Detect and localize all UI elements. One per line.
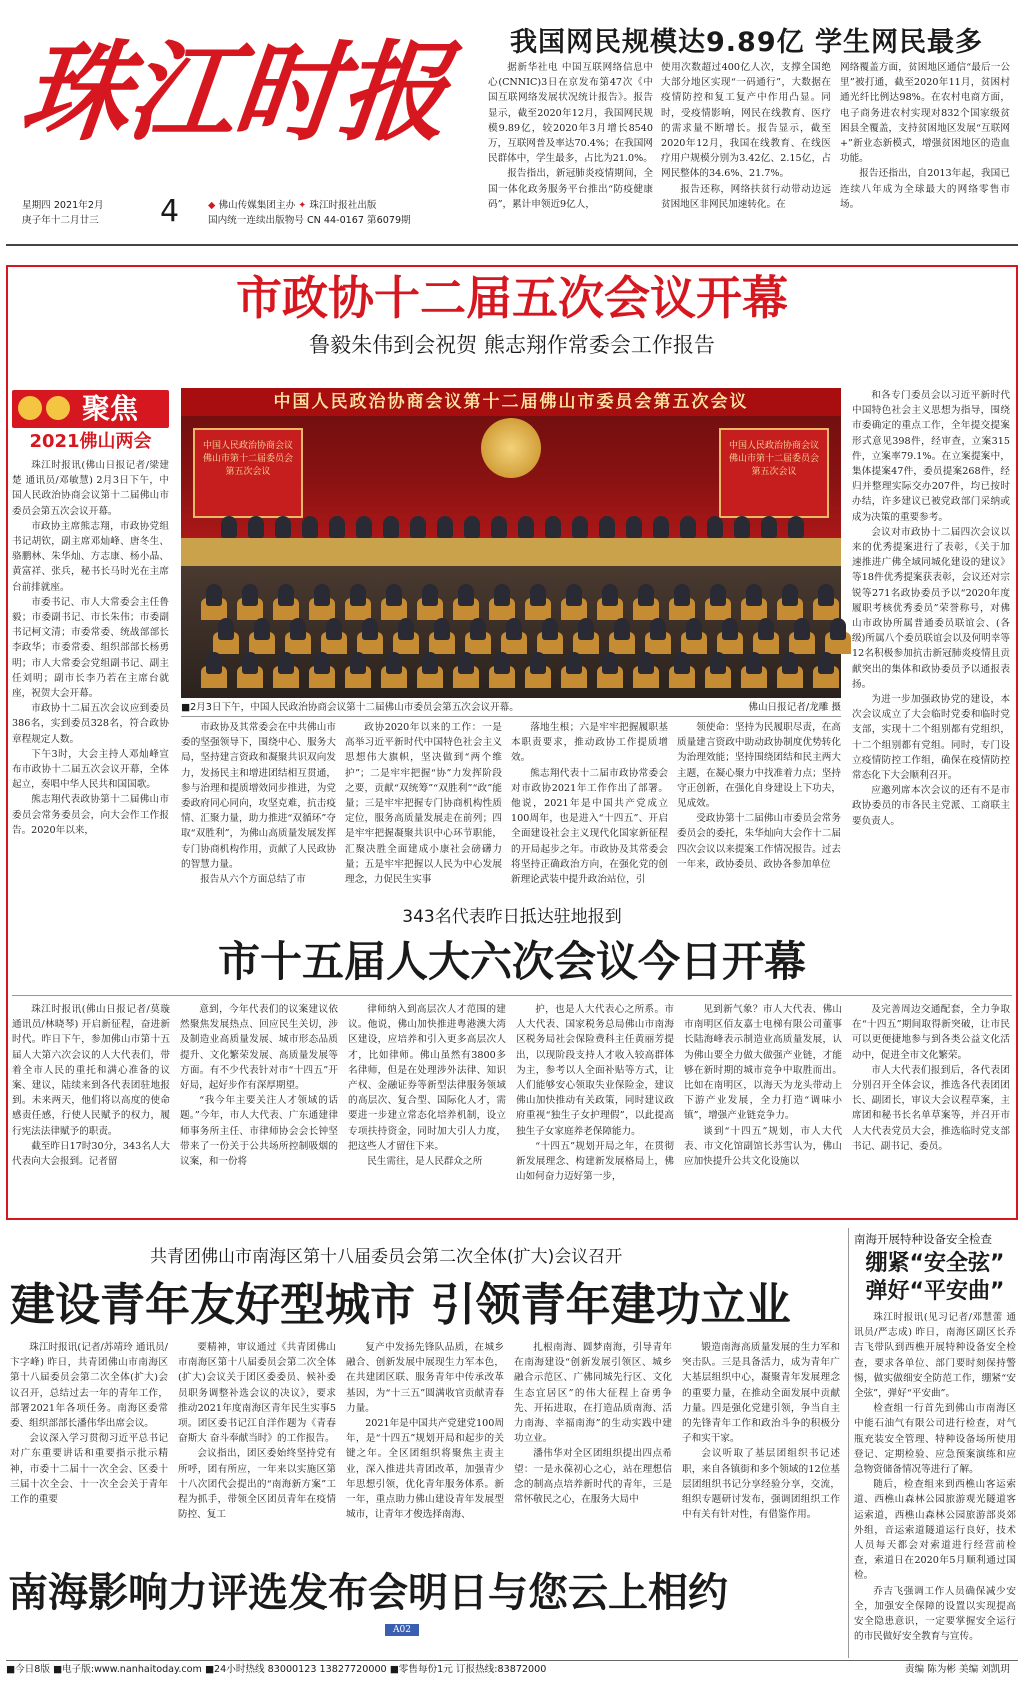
audience-member <box>722 618 738 640</box>
audience-member <box>638 652 654 674</box>
audience-member <box>470 618 486 640</box>
audience-member <box>506 618 522 640</box>
dateline-date: 星期四 2021年2月 庚子年十二月廿三 <box>22 200 104 226</box>
delegate-figure <box>545 516 561 538</box>
delegate-figure <box>302 516 318 538</box>
story-column: 见到新气象？市人大代表、佛山市南明区佰友嘉士电梯有限公司董事长陆海峰表示制造业高质量发展，认为佛山要全力做大做强产业链，才能够在新时期的城市竞争中取胜而出。比如在南明区，以海天为龙头带动上下游产业发展，全力打造“调味小镇”，增强产业链竞争力。 谈到“十四五”规划，市人大代表、市文化馆副馆长苏雪认为，佛山应加快提升公共文化设施以 <box>684 1004 842 1168</box>
story-column: 护，也是人大代表心之所系。市人大代表、国家税务总局佛山市南海区税务局社会保险费科主任黄丽芳提出，以现阶段支持人才收入较高群体为主，参考以人全面补贴等方式，让人们能够安心领取失业保险金，建议佛山加快推动有关政策，同时建议政府重视“独生子女护理假”，以此提高独生子女家庭养老保障能力。 “十四五”规划开局之年，在贯彻新发展理念、构建新发展格局上，佛山如何奋力迈好第一步， <box>516 1004 674 1183</box>
audience-member <box>566 652 582 674</box>
audience-member <box>278 652 294 674</box>
lead-headline[interactable]: 市政协十二届五次会议开幕 <box>236 271 788 325</box>
audience-member <box>314 652 330 674</box>
audience-member <box>494 584 510 606</box>
second-headline[interactable]: 市十五届人大六次会议今日开幕 <box>217 937 806 986</box>
audience-member <box>602 652 618 674</box>
audience-member <box>458 584 474 606</box>
second-divider <box>12 995 1012 996</box>
audience-member <box>566 584 582 606</box>
lead-column: 领使命：坚持为民履职尽责，在高质量建言资政中助动政协制度优势转化为治理效能；坚持围绕团结和民主两大主题，在凝心聚力中找准着力点；坚持守正创新，在强化自身建设上下功夫，见成效。 受政协第十二届佛山市委员会常务委员会的委托，朱华灿向大会作十二届四次会议以来提案工作情况报告。过去一年来，政协委员、政协各参加单位 <box>677 722 841 870</box>
story-column: 及完善周边交通配套，全力争取在“十四五”期间取得新突破，让市民可以更便捷地参与到各类公益文化活动中，促进全市文化繁荣。 市人大代表们报到后，各代表团分别召开全体会议，推选各代表团团长、副团长，审议大会议程草案，主席团和秘书长名单草案等，并召开市人大代表党员大会，推选临时党支部书记、副书记、委员。 <box>852 1004 1010 1152</box>
lead-column-right: 和各专门委员会以习近平新时代中国特色社会主义思想为指导，围绕市委确定的重点工作，全年提交提案形式意见398件，经审查，立案315件，立案率79.1%。在立案提案中，集体提案47件，委员提案268件，经归并整理实际交办207件，均已按时办结，许多建议已被党政部门采纳或成为决策的重要参考。 会议对市政协十二届四次会议以来的优秀提案进行了表彰，《关于加速推进广佛全域同城化建设的建议》等18件优秀提案获表彰，会议还对宗锐等271名政协委员予以“2020年度履职考核优秀委员”荣誉称号，对佛山市政协所属普通委员联谊会、(各级)所属八个委员联谊会以及何明幸等12名积极参加抗击新冠肺炎疫情且贡献突出的集体和政协委员予以通报表扬。 为进一步加强政协党的建设，本次会议成立了大会临时党委和临时党支部，实现十二个组别都有党组织，十二个组别都有党组。同时，专门设立疫情防控工作组，确保在疫情防控常态化下大会顺利召开。 应邀列席本次会议的还有不是市政协委员的市各民主党派、工商联主要负责人。 <box>852 390 1010 827</box>
delegate-figure <box>599 516 615 538</box>
masthead-divider <box>6 244 1018 246</box>
audience-member <box>422 652 438 674</box>
delegate-figure <box>383 516 399 538</box>
delegate-figure <box>410 516 426 538</box>
lead-column: 落地生根；六是牢牢把握履职基本职责要求，推动政协工作提质增效。 熊志翔代表十二届市政协常委会对市政协2021年工作作出了部署。他说，2021年是中国共产党成立100周年，也是进入“十四五”、开启全面建设社会主义现代化国家新征程的开局起步之年。市政协及其常委会将坚持正确政治方向，在强化党的创新理论武装中提升政治站位，引 <box>511 722 668 886</box>
story-column: 珠江时报讯(佛山日报记者/莫璇 通讯员/林晓琴) 开启新征程，奋进新时代。昨日下午，参加佛山市第十五届人大第六次会议的人大代表们，带着全市人民的重托和满心准备的议案、建议，陆续来到各代表团驻地报到。未来两天，他们将以高度的使命感责任感，行使人民赋予的权力，履行宪法法律赋予的职责。 截至昨日17时30分，343名人大代表向大会报到。记者留 <box>12 1004 170 1168</box>
audience-member <box>542 618 558 640</box>
focus-label: 聚焦 <box>82 392 139 425</box>
audience-member <box>638 584 654 606</box>
masthead-logo: 珠江时报 <box>15 30 453 156</box>
bottom-headline[interactable]: 南海影响力评选发布会明日与您云上相约 <box>8 1570 728 1616</box>
sidebar-body: 珠江时报讯(见习记者/邓慧蕾 通讯员/严志成) 昨日，南海区副区长乔吉飞带队到西樵开展特种设备安全检查，要求各单位、部门要时刻保持警惕，做实做细安全防范工作，绷紧“安全弦”，弹好“平安曲”。 检查组一行首先到佛山市南海区中能石油气有限公司进行检查，对气瓶充装安全管理、特种设备场所使用登记、定期检验、应急预案演练和应急物资储备情况等进行了解。 随后，检查组来到西樵山客运索道、西樵山森林公园旅游观光隧道客运索道，西樵山森林公园旅游部炎郊外组，音运索道隧道运行良好，技术人员每天都会对索道进行经营前检查，索道日在2020年5月顺利通过国检。 乔吉飞强调工作人员确保减少安全，加强安全保障的设置以实现提高安全隐患意识，一定要掌握安全运行的市民做好安全教育与宣传。 <box>854 1312 1016 1643</box>
delegate-figure <box>491 516 507 538</box>
audience-member <box>422 584 438 606</box>
audience-member <box>530 652 546 674</box>
audience-member <box>314 584 330 606</box>
audience-member <box>218 618 234 640</box>
audience-member <box>614 618 630 640</box>
story-column: 扎根南海、圆梦南海，引导青年在南海建设“创新发展引领区、城乡融合示范区、广佛同城先行区、文化生态宜居区”的伟大征程上奋勇争先、开拓进取，在打造品质南海、活力南海、幸福南海”的生动实践中建功立业。 潘伟华对全区团组织提出四点希望：一是永葆初心之心，站在理想信念的制高点培养新时代的青年，三是常怀敬民之心，在服务大局中 <box>514 1342 672 1506</box>
audience-member <box>242 652 258 674</box>
delegate-figure <box>734 516 750 538</box>
audience-member <box>818 652 834 674</box>
audience-member <box>674 584 690 606</box>
photo-banner: 中国人民政治协商会议第十二届佛山市委员会第五次会议 <box>181 388 841 416</box>
delegate-figure <box>464 516 480 538</box>
third-kicker: 共青团佛山市南海区第十八届委员会第二次全体(扩大)会议召开 <box>150 1247 623 1267</box>
audience-member <box>674 652 690 674</box>
audience-member <box>782 652 798 674</box>
top-story-column-3: 网络覆盖方面，贫困地区通信“最后一公里”被打通，截至2020年11月，贫困村通光纤比例达98%。在农村电商方面，电子商务进农村实现对832个国家级贫困县全覆盖，支持贫困地区发展“互联网+”新业态新模式，增强贫困地区的造血功能。 报告还指出，自2013年起，我国已连续八年成为全球最大的网络零售市场。 <box>840 62 1010 210</box>
third-headline[interactable]: 建设青年友好型城市 引领青年建功立业 <box>10 1278 791 1331</box>
audience-member <box>794 618 810 640</box>
sidebar-divider <box>848 1228 849 1658</box>
page-tag: A02 <box>385 1624 419 1636</box>
story-column: 复产中发扬先锋队品质，在城乡融合、创新发展中展现生力军本色，在共建团区联、服务青年中传承改革基因，为“十三五”圆满收官贡献青春力量。 2021年是中国共产党建党100周年，是“十四五”规划开局和起步的关键之年。全区团组织将聚焦主责主业，深入推进共青团改革，加强青少年思想引领，优化青年服务体系。新一年，重点助力佛山建设青年发展型城市，让青年才俊选择南海、 <box>346 1342 504 1521</box>
audience-member <box>578 618 594 640</box>
photo-caption: ■2月3日下午，中国人民政治协商会议第十二届佛山市委员会第五次会议开幕。 佛山日报记者/龙雕 摄 <box>181 699 841 717</box>
audience-member <box>386 584 402 606</box>
stage <box>181 538 841 566</box>
audience-member <box>830 618 846 640</box>
lead-column: 市政协及其常委会在中共佛山市委的坚强领导下，围绕中心、服务大局，坚持建言资政和凝聚共识双向发力，发扬民主和增进团结相互贯通，参与治理和提质增效同步推进，为党委政府同心同向，攻坚克难，抗击疫情、汇聚力量，助力推进“双循环”夺取“双胜利”，为佛山高质量发展发挥专门协商机构作用，贡献了人民政协的智慧力量。 报告从六个方面总结了市 <box>181 722 336 886</box>
photo-credit: 佛山日报记者/龙雕 摄 <box>748 702 841 713</box>
story-column: 意到，今年代表们的议案建议依然聚焦发展热点、回应民生关切，涉及制造业高质量发展、城市形态品质提升、文化繁荣发展、高质量发展等方面。有不少代表针对市“十四五”开好局，起好步作有深厚期望。 “我今年主要关注人才领域的话题。”今年，市人大代表、广东通建律师事务所主任、市律师协会会长钟坚带来了一份关于公共场所控制吸烟的议案，和一份将 <box>180 1004 338 1168</box>
delegate-figure <box>653 516 669 538</box>
audience-member <box>710 652 726 674</box>
delegate-figure <box>626 516 642 538</box>
top-story-column-2: 使用次数超过400亿人次，支撑全国绝大部分地区实现“一码通行”，大数据在疫情防控和复工复产中作用凸显。同时，受疫情影响，网民在线教育、医疗的需求量不断增长。报告显示，截至2020年12月，我国在线教育、在线医疗用户规模分别为3.42亿、2.15亿，占网民整体的34.6%、21.7%。 报告还称，网络扶贫行动带动边远贫困地区非网民加速转化。在 <box>661 62 831 210</box>
top-story-headline[interactable]: 我国网民规模达9.89亿 学生网民最多 <box>510 27 984 58</box>
cppcc-emblem-icon <box>46 396 70 420</box>
audience-member <box>362 618 378 640</box>
audience-member <box>494 652 510 674</box>
dateline-publisher: ◆ 佛山传媒集团主办 ✦ 珠江时报社出版 国内统一连续出版物号 CN 44-0167 第6079期 <box>208 200 411 226</box>
audience-member <box>602 584 618 606</box>
footer-info: ■今日8版 ■电子版:www.nanhaitoday.com ■24小时热线 83000123 13827720000 ■零售每份1元 订报热线:83872000 <box>6 1664 547 1675</box>
audience-member <box>458 652 474 674</box>
audience-member <box>818 584 834 606</box>
left-screen: 中国人民政治协商会议佛山市第十二届委员会第五次会议 <box>193 428 303 518</box>
delegate-figure <box>221 516 237 538</box>
audience-member <box>290 618 306 640</box>
story-column: 锻造南海高质量发展的生力军和突击队。三是具备活力，成为青年广大基层组织中心，凝聚青年发展理念的重要力量，在推动全面发展中贡献力量。四是强化党建引领，争当自主的先锋青年工作和政治斗争的积极分子和实干家。 会议听取了基层团组织书记述职，来自各镇街和多个领域的12位基层团组织书记分享经验分享，交流，组织专题研讨发布，强调团组织工作中有关有针对性，有借鉴作用。 <box>682 1342 840 1521</box>
audience-member <box>650 618 666 640</box>
lead-column: 政协2020年以来的工作：一是高举习近平新时代中国特色社会主义思想伟大旗帜，坚决做到“两个维护”；二是牢牢把握“协”力发挥阶段之要，贡献“双统筹”“双胜利”“政”能量；三是牢牢把握专门协商机构性质定位，服务高质量发展走在前列；四是牢牢把握凝聚共识中心环节职能，汇聚决胜全面建成小康社会磅礴力量；五是牢牢把握以人民为中心发展理念，力促民生实事 <box>345 722 502 886</box>
audience-member <box>206 652 222 674</box>
footer-editors: 责编 陈为彬 美编 刘凯玥 <box>904 1664 1010 1675</box>
group-logo-icon: ◆ <box>208 200 216 211</box>
audience-member <box>350 652 366 674</box>
audience-member <box>386 652 402 674</box>
conference-photo <box>181 388 841 698</box>
audience-member <box>686 618 702 640</box>
sidebar-kicker: 南海开展特种设备安全检查 <box>854 1232 992 1246</box>
delegate-figure <box>572 516 588 538</box>
lead-column-left: 珠江时报讯(佛山日报记者/梁建楚 通讯员/邓敏慧) 2月3日下午，中国人民政治协商会议第十二届佛山市委员会第五次会议开幕。 市政协主席熊志翔，市政协党组书记胡钦，副主席邓灿峰、唐冬生、骆鹏林、朱华灿、方志康、杨小晶、黄富祥、张兵，秘书长马时光在主席台前排就座。 市委书记、市人大常委会主任鲁毅；市委副书记、市长朱伟；市委副书记柯文清；市委常委、统战部部长李政华；市委常委、组织部部长杨勇明；市人大常委会党组副书记、副主任刘明；副市长李乃若在主席台就座，祝贺大会开幕。 市政协十二届五次会议应到委员386名，实到委员328名，符合政协章程规定人数。 下午3时，大会主持人邓灿峰宣布市政协十二届五次会议开幕，全体起立，奏唱中华人民共和国国歌。 熊志翔代表政协第十二届佛山市委员会常务委员会，向大会作工作报告。2020年以来， <box>12 460 169 836</box>
audience-member <box>206 584 222 606</box>
delegate-figure <box>275 516 291 538</box>
party-emblem-icon <box>18 396 42 420</box>
audience-member <box>758 618 774 640</box>
story-column: 要精神，审议通过《共青团佛山市南海区第十八届委员会第二次全体(扩大)会议关于团区委委员、候补委员职务调整补选会议的决议》，要求推动2021年度南海区青年民生实事5项。团区委书记江自洋作题为《青春奋斯大 奋斗奉献当时》的工作报告。 会议指出，团区委始终坚持党有所呼，团有所应，一年来以实施区第十八次团代会提出的“南海新方案”工程为抓手，带领全区团员青年在疫情防控、复工 <box>178 1342 336 1521</box>
audience-member <box>434 618 450 640</box>
delegate-figure <box>248 516 264 538</box>
focus-subtitle: 2021佛山两会 <box>29 431 152 452</box>
sidebar-headline-2[interactable]: 弹好“平安曲” <box>865 1279 1005 1304</box>
audience-member <box>326 618 342 640</box>
audience-member <box>782 584 798 606</box>
audience-member <box>254 618 270 640</box>
audience-member <box>746 584 762 606</box>
audience-member <box>242 584 258 606</box>
delegate-figure <box>788 516 804 538</box>
delegate-figure <box>356 516 372 538</box>
audience-member <box>710 584 726 606</box>
page-footer <box>6 1660 1018 1678</box>
audience-member <box>746 652 762 674</box>
delegate-figure <box>329 516 345 538</box>
top-story-column-1: 据新华社电 中国互联网络信息中心(CNNIC)3日在京发布第47次《中国互联网络发展状况统计报告》。报告显示，截至2020年12月，我国网民规模9.89亿，较2020年3月增长8540万，互联网普及率达70.4%；在我国网民群体中，学生最多，占比为21.0%。 报告指出，新冠肺炎疫情期间，全国一体化政务服务平台推出“防疫健康码”，累计申领近9亿人， <box>488 62 653 210</box>
delegate-figure <box>707 516 723 538</box>
delegate-figure <box>761 516 777 538</box>
cppcc-emblem-icon <box>481 418 541 478</box>
sidebar-headline-1[interactable]: 绷紧“安全弦” <box>865 1251 1005 1276</box>
delegate-figure <box>437 516 453 538</box>
dateline-page-number: 4 <box>160 194 180 229</box>
story-column: 律师纳入到高层次人才范围的建议。他说，佛山加快推进粤港澳大湾区建设，应培养和引入更多高层次人才，比如律师。佛山虽然有3800多名律师，但是在处理涉外法律、知识产权、金融证券等新型法律服务领域的高层次、复合型、国际化人才，需要进一步建立常态化培养机制，设立专项扶持资金，同时加大引人力度，把这些人才留住下来。 民生需往，是人民群众之所 <box>348 1004 506 1168</box>
newspaper-logo-icon: ✦ <box>298 200 307 211</box>
audience-member <box>398 618 414 640</box>
audience-member <box>350 584 366 606</box>
audience-member <box>530 584 546 606</box>
second-kicker: 343名代表昨日抵达驻地报到 <box>402 907 622 927</box>
delegate-figure <box>518 516 534 538</box>
delegate-figure <box>680 516 696 538</box>
right-screen: 中国人民政治协商会议佛山市第十二届委员会第五次会议 <box>719 428 829 518</box>
audience-member <box>278 584 294 606</box>
lead-subheadline: 鲁毅朱伟到会祝贺 熊志翔作常委会工作报告 <box>309 333 715 357</box>
story-column: 珠江时报讯(记者/苏靖玲 通讯员/卞字峰) 昨日，共青团佛山市南海区第十八届委员会第二次全体(扩大)会议召开，总结过去一年的青年工作，部署2021年各项任务。南海区委常委、组织部部长潘伟华出席会议。 会议深入学习贯彻习近平总书记对广东重要讲话和重要指示批示精神，市委十二届十一次全会、区委十三届十次全会、十一次全会关于青年工作的重要 <box>10 1342 168 1506</box>
focus-badge <box>12 390 169 428</box>
